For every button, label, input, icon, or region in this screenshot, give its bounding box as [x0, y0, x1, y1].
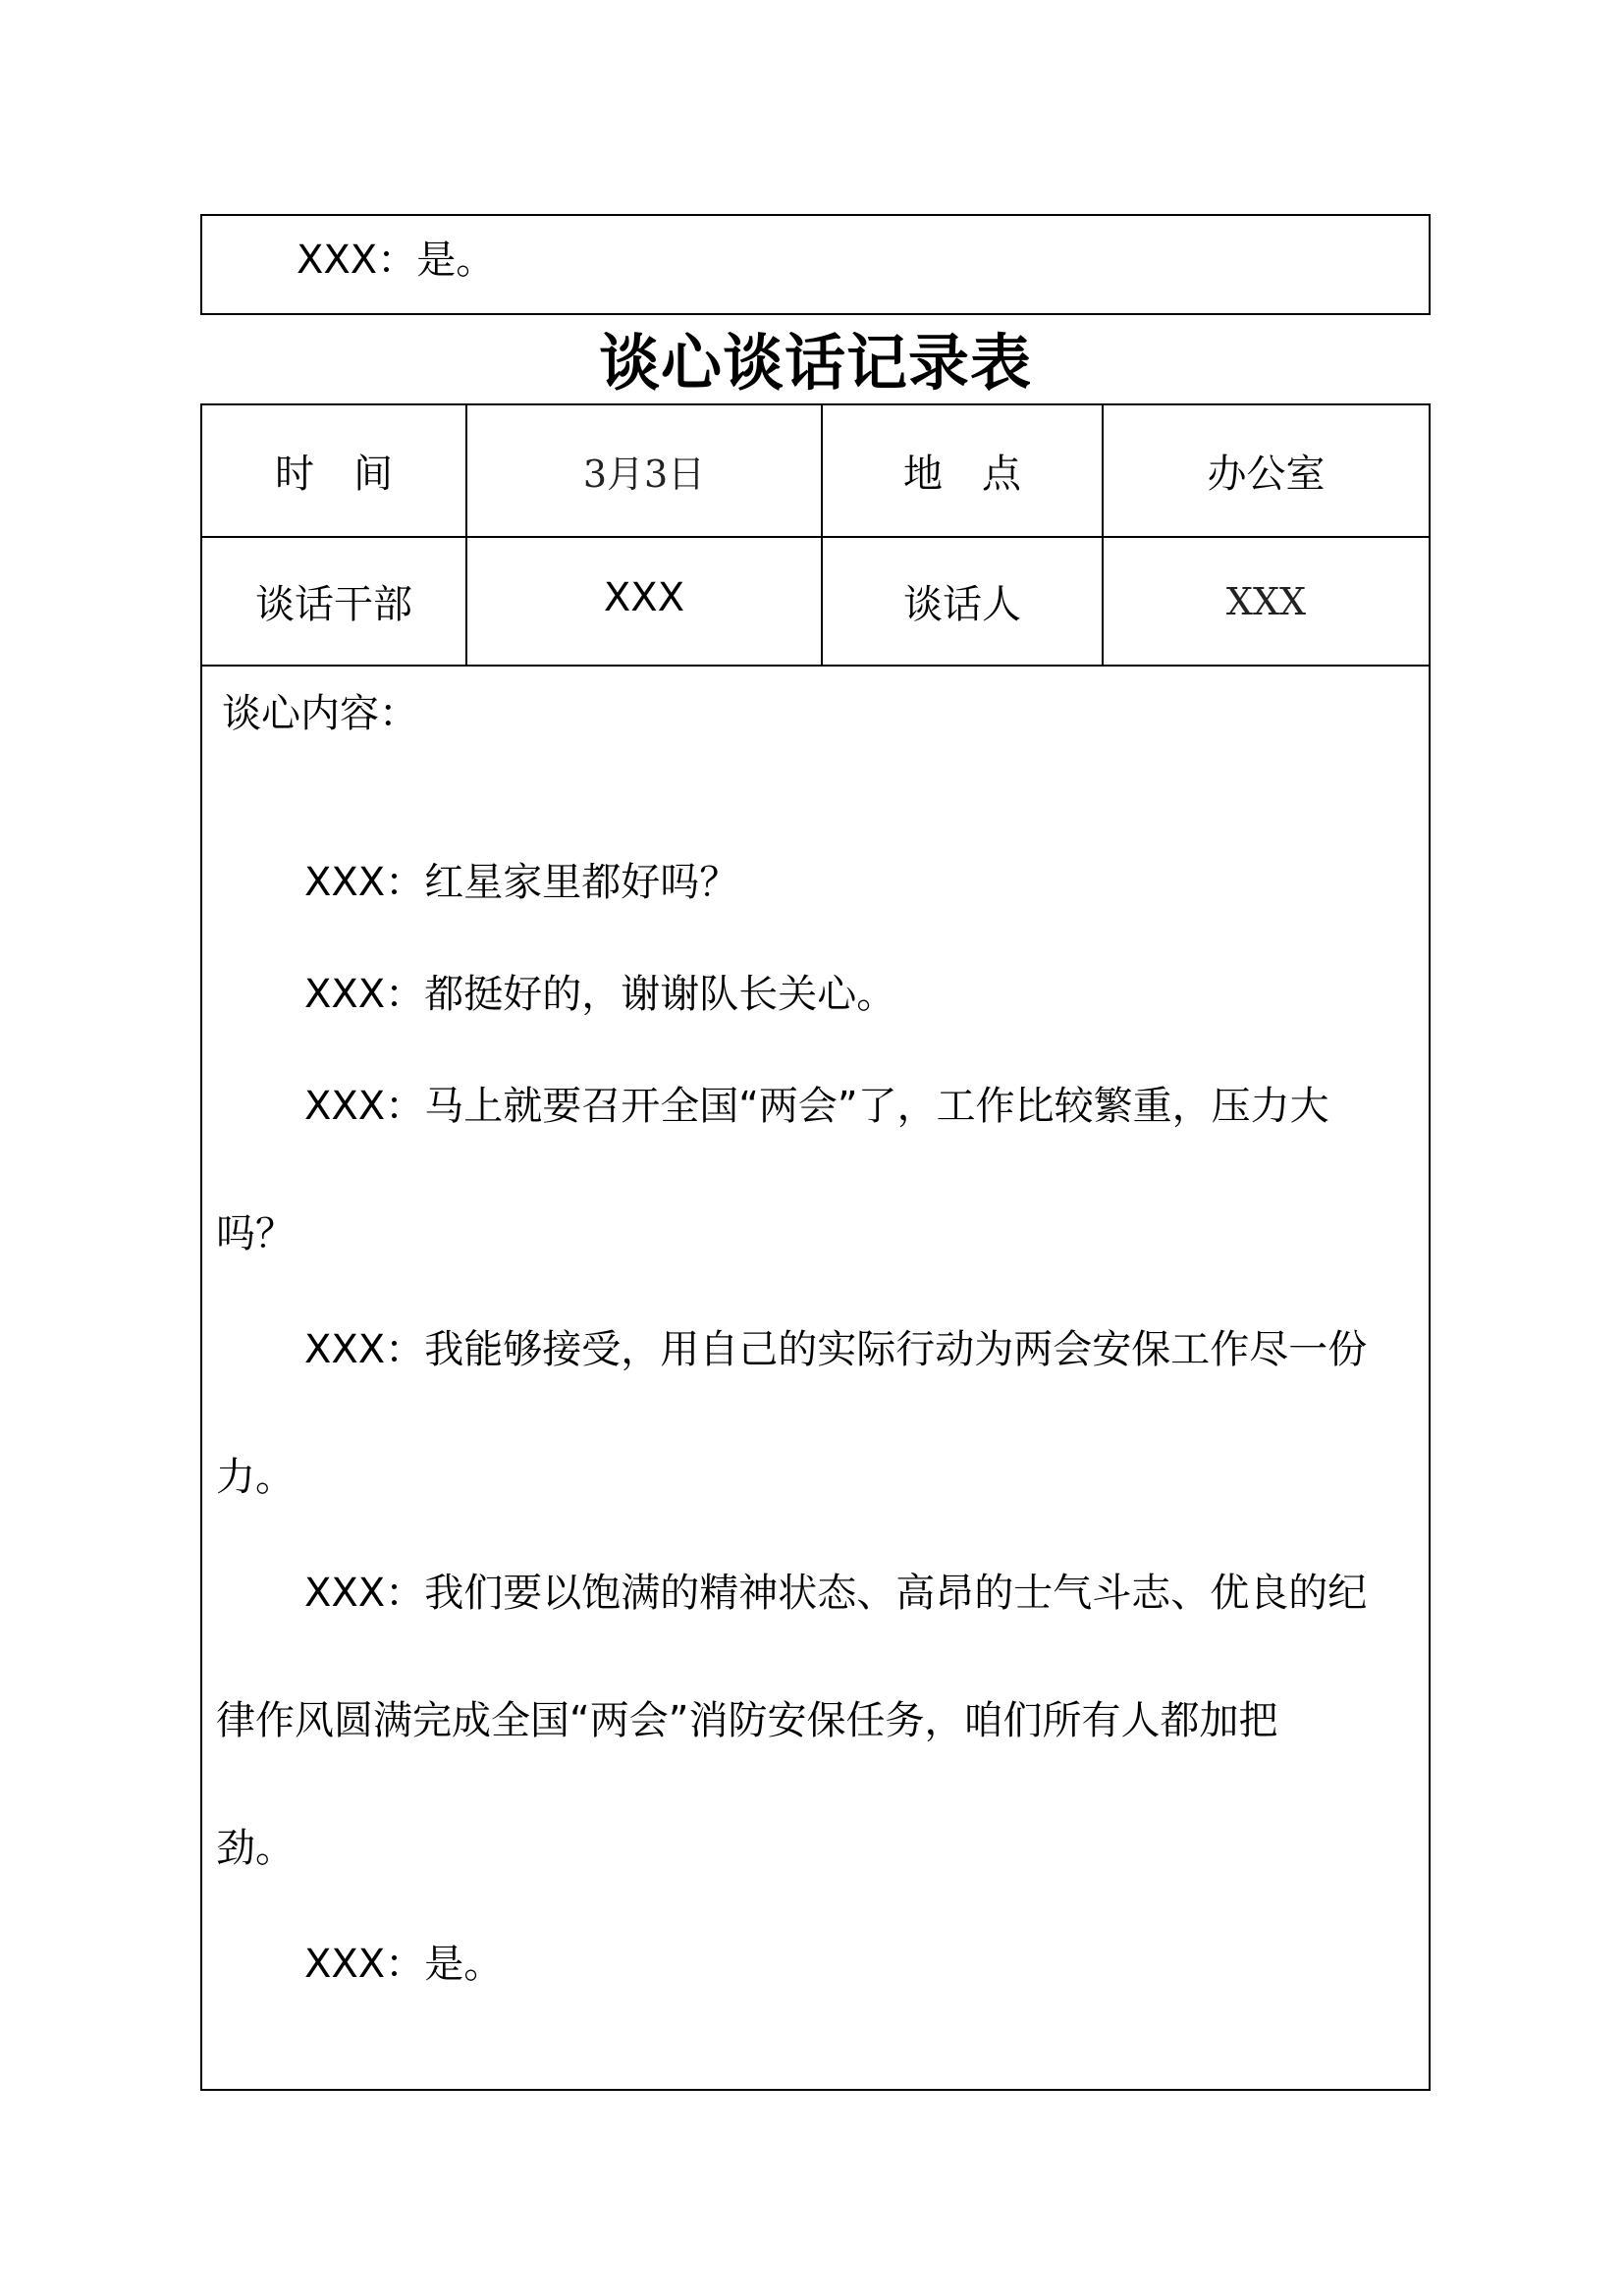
dialogue-line: XXX：我能够接受，用自己的实际行动为两会安保工作尽一份	[304, 1327, 1368, 1372]
dialogue-line: 劲。	[216, 1826, 295, 1871]
dialogue-line: XXX：马上就要召开全国“两会”了，工作比较繁重，压力大	[304, 1084, 1329, 1129]
content-label: 谈心内容：	[222, 691, 418, 736]
time-value: 3月3日	[582, 453, 706, 496]
previous-page-last-line: XXX：是。	[297, 238, 496, 283]
record-table	[200, 403, 1431, 2091]
place-label: 地 点	[903, 452, 1021, 497]
place-value: 办公室	[1207, 452, 1326, 497]
table-divider	[202, 665, 1429, 667]
dialogue-line: XXX：都挺好的，谢谢队长关心。	[304, 972, 896, 1017]
cadre-value: XXX	[603, 574, 685, 620]
time-label: 时 间	[275, 452, 393, 497]
dialogue-line: XXX：是。	[304, 1942, 504, 1987]
dialogue-line: 力。	[216, 1455, 295, 1500]
document-title: 谈心谈话记录表	[598, 327, 1032, 399]
dialogue-line: 吗？	[216, 1211, 295, 1256]
dialogue-line: XXX：我们要以饱满的精神状态、高昂的士气斗志、优良的纪	[304, 1571, 1368, 1616]
previous-page-table-fragment	[200, 214, 1431, 315]
person-label: 谈话人	[903, 582, 1021, 627]
dialogue-line: 律作风圆满完成全国“两会”消防安保任务，咱们所有人都加把	[216, 1698, 1278, 1743]
cadre-label: 谈话干部	[255, 582, 412, 627]
dialogue-line: XXX：红星家里都好吗？	[304, 860, 739, 905]
person-value: XXX	[1225, 579, 1307, 623]
